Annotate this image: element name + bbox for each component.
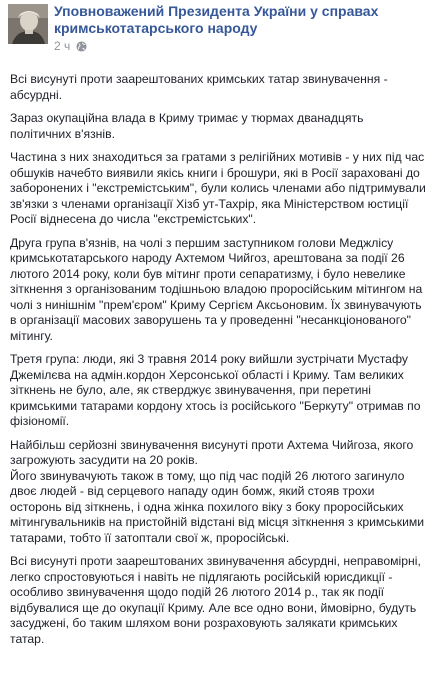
post-paragraph: Всі висунуті проти заарештованих звинувачення абсурдні, неправомірні, легко спростовуються і навіть не підлягають російській юрисдикції - особливо звинувачення щодо подій 26 лютого 2014 р., так як події відбувалися ще до окупації Криму. Але все одно вони, ймовірно, будуть засуджені, бо таким шляхом вони розраховують залякати кримських татар.	[10, 554, 421, 646]
post-body	[0, 56, 440, 647]
post-header	[0, 0, 440, 56]
post-paragraph: Друга група в'язнів, на чолі з першим заступником голови Меджлісу кримськотатарського народу Ахтемом Чийгоз, арештована за події 26 лютого 2014 року, коли був мітинг проти сепаратизму, і було невелике зіткнення з організованим тодішньою владою проросійським мітингом на чолі з нинішнім "прем'єром" Криму Сергієм Аксьоновим. Їх звинувачують в організації масових заворушень та у проведенні "несанкціонованого" мітингу.	[10, 235, 423, 343]
post-timestamp[interactable]: 2 ч	[54, 39, 71, 53]
post-paragraph: Зараз окупаційна влада в Криму тримає у тюрмах дванадцять політичних в'язнів.	[10, 111, 364, 141]
author-name-link[interactable]: Уповноважений Президента України у справах кримськотатарського народу	[54, 3, 379, 36]
post-meta	[54, 39, 87, 53]
post-paragraph: Третя група: люди, які 3 травня 2014 року вийшли зустрічати Мустафу Джемілєва на адмін.кордон Херсонської області і Криму. Там великих зіткнень не було, але, як стверджує звинувачення, при перетині кримськими татарами кордону хтось із російського "Беркуту" отримав по фізіономії.	[10, 352, 421, 428]
post-paragraph: Всі висунуті проти заарештованих кримських татар звинувачення - абсурдні.	[10, 72, 388, 102]
author-avatar[interactable]	[8, 4, 48, 44]
post-paragraph: Його звинувачують також в тому, що під час подій 26 лютого загинуло двоє людей - від серцевого нападу один бомж, який стояв трохи осторонь від зіткнень, і одна жінка похилого віку з боку проросійських мітингувальників на пристойній відстані від місця зіткнення з кримськими татарами, тобто її затоптали свої ж, проросійські.	[10, 468, 425, 545]
post-paragraph: Частина з них знаходиться за гратами з релігійних мотивів - у них під час обшуків начебто виявили якісь книги і брошури, які в Росії зараховані до заборонених і "екстремістським", були колись членами або підтримували зв'язки з членами організації Хізб ут-Тахрір, яка Міністерством юстиції Росії віднесена до числа "екстремістських".	[10, 150, 426, 226]
post-paragraph: Найбільш серйозні звинувачення висунуті проти Ахтема Чийгоза, якого загрожують засудити на 20 років.	[10, 437, 414, 467]
globe-icon[interactable]	[76, 41, 87, 52]
